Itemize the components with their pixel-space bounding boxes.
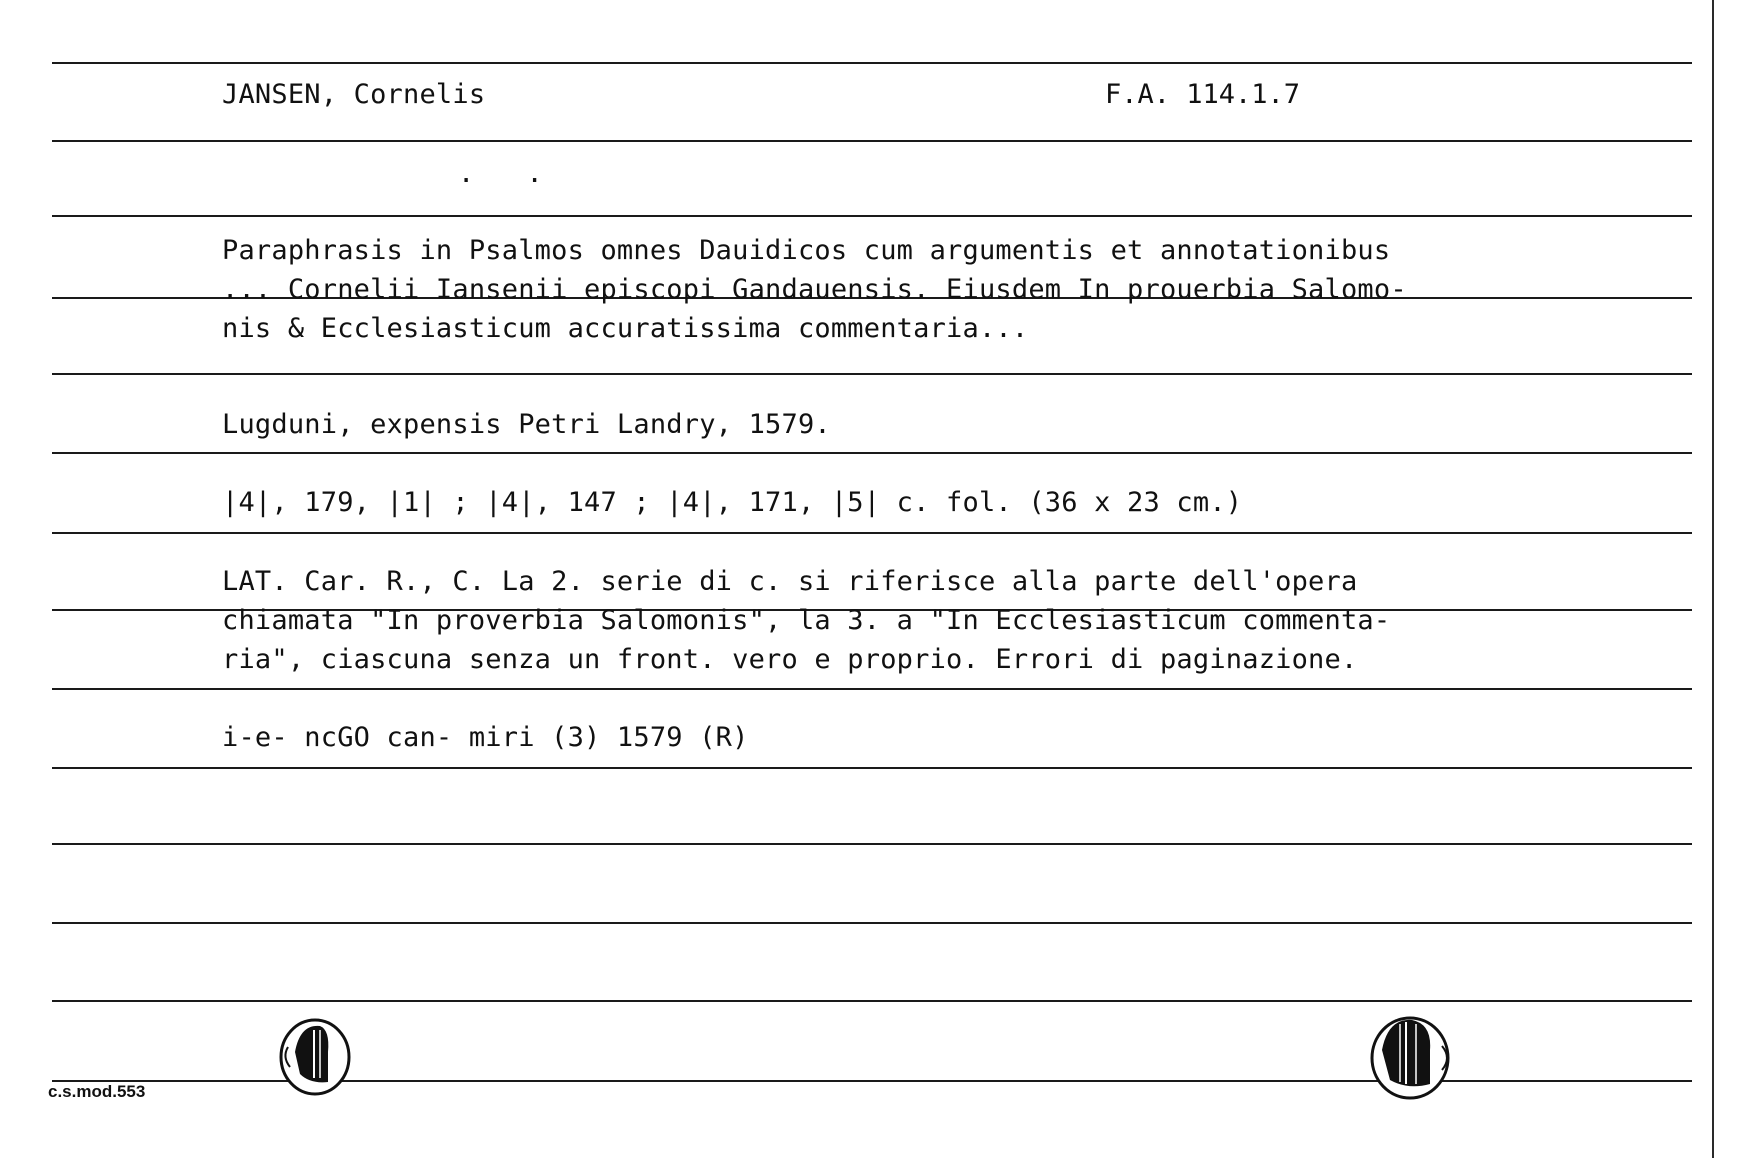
card-rule — [52, 843, 1692, 845]
imprint: Lugduni, expensis Petri Landry, 1579. — [222, 409, 831, 440]
card-rule — [52, 1000, 1692, 1002]
punch-hole-right — [1360, 1008, 1460, 1108]
note-line: chiamata "In proverbia Salomonis", la 3. a "In Ecclesiasticum commenta- — [222, 605, 1391, 636]
title-line: nis & Ecclesiasticum accuratissima commentaria... — [222, 313, 1029, 344]
title-line: Paraphrasis in Psalmos omnes Dauidicos cum argumentis et annotationibus — [222, 235, 1391, 266]
title-line: ... Cornelii Iansenii episcopi Gandauensis. Eiusdem In prouerbia Salomo- — [222, 274, 1407, 305]
card-rule — [52, 215, 1692, 217]
card-rule — [52, 767, 1692, 769]
card-rule — [52, 62, 1692, 64]
collation: |4|, 179, |1| ; |4|, 147 ; |4|, 171, |5| c. fol. (36 x 23 cm.) — [222, 487, 1243, 518]
card-rule — [52, 532, 1692, 534]
card-rule — [52, 922, 1692, 924]
punch-hole-left — [270, 1012, 360, 1102]
card-rule — [52, 140, 1692, 142]
fingerprint: i-e- ncGO can- miri (3) 1579 (R) — [222, 722, 749, 753]
note-line: ria", ciascuna senza un front. vero e proprio. Errori di paginazione. — [222, 644, 1358, 675]
note-line: LAT. Car. R., C. La 2. serie di c. si riferisce alla parte dell'opera — [222, 566, 1358, 597]
stray-dots: . . — [458, 158, 561, 189]
form-code: c.s.mod.553 — [48, 1082, 146, 1101]
shelfmark: F.A. 114.1.7 — [1105, 79, 1301, 110]
card-rule — [52, 452, 1692, 454]
card-edge — [1712, 0, 1714, 1158]
card-rule — [52, 688, 1692, 690]
card-rule — [52, 373, 1692, 375]
author-heading: JANSEN, Cornelis — [222, 79, 486, 110]
